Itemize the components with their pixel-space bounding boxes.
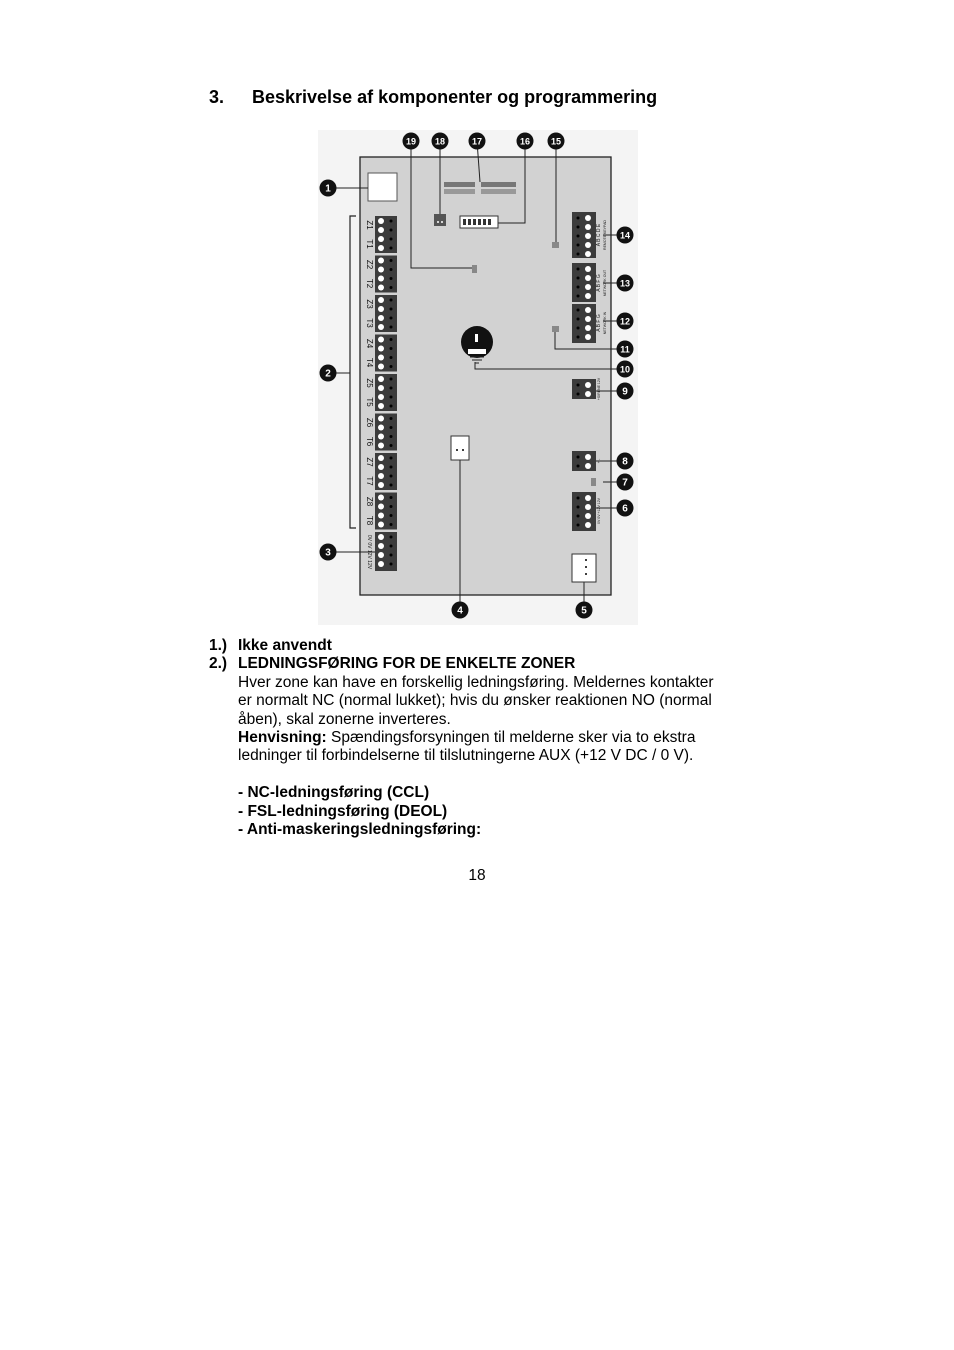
zone-label: Z1 — [365, 220, 374, 230]
callout-18 — [432, 133, 449, 150]
block13-letters: A B F G — [596, 274, 602, 292]
callout-16 — [517, 133, 534, 150]
note-text: Spændingsforsyningen til melderne sker via to ekstra — [326, 729, 696, 747]
block14-letters: A B C D E — [596, 223, 602, 247]
zone-label: T4 — [365, 357, 374, 368]
callout-1 — [320, 180, 337, 197]
callout-7 — [617, 474, 634, 491]
callout-number: 13 — [619, 278, 631, 289]
list-item-2 — [209, 655, 749, 673]
block14-caption: REMOTE KEYPAD — [603, 220, 607, 250]
callout-number: 15 — [550, 136, 562, 147]
section-title: Beskrivelse af komponenter og programmering — [252, 87, 658, 107]
component-15-led — [552, 242, 559, 248]
callout-number: 9 — [622, 386, 628, 398]
paragraph-line: er normalt NC (normal lukket); hvis du ønsker reaktionen NO (normal — [238, 692, 712, 710]
circuit-board-diagram — [318, 130, 638, 625]
callout-17 — [469, 133, 486, 150]
callout-8 — [617, 453, 634, 470]
callout-number: 16 — [519, 136, 531, 147]
callout-number: 8 — [622, 456, 628, 468]
component-1-box — [368, 173, 397, 201]
zone-label: T2 — [365, 278, 374, 289]
zone-label: Z8 — [365, 496, 374, 507]
component-11-led — [552, 326, 559, 332]
callout-19 — [403, 133, 420, 150]
zone-label: Z6 — [365, 417, 374, 428]
zone-label: Z4 — [365, 338, 374, 349]
aux-label: 0V 0V 12V 12V — [366, 534, 372, 570]
block12-letters: A B F G — [596, 314, 602, 332]
callout-number: 4 — [457, 605, 463, 617]
zone-label: Z2 — [365, 259, 374, 270]
callout-number: 1 — [325, 183, 331, 195]
section-number: 3. — [209, 87, 225, 107]
note-line — [238, 729, 749, 747]
callout-number: 6 — [622, 503, 628, 515]
callout-number: 14 — [619, 230, 631, 241]
zone-label: Z7 — [365, 457, 374, 467]
callout-14 — [617, 227, 634, 244]
bullet-item: - FSL-ledningsføring (DEOL) — [238, 802, 448, 820]
callout-number: 7 — [622, 477, 628, 489]
callout-10 — [617, 361, 634, 378]
terminal-block-9 — [572, 377, 601, 400]
callout-number: 5 — [581, 605, 587, 617]
callout-3 — [320, 544, 337, 561]
aux-terminal-block — [366, 532, 397, 571]
callout-13 — [617, 275, 634, 292]
zone-label: T1 — [365, 239, 374, 249]
callout-number: 19 — [405, 136, 417, 147]
callout-6 — [617, 500, 634, 517]
block6-caption: 0V 0V +12V 12V — [597, 498, 601, 524]
callout-number: 3 — [325, 547, 331, 559]
paragraph-line: Hver zone kan have en forskellig ledningsføring. Meldernes kontakter — [238, 673, 714, 691]
component-18-jumper — [434, 214, 446, 226]
callout-2 — [320, 365, 337, 382]
callout-number: 10 — [619, 364, 631, 375]
zone-label: T3 — [365, 318, 374, 328]
note-label: Henvisning: — [238, 729, 327, 747]
page-number: 18 — [468, 867, 486, 884]
callout-4 — [452, 602, 469, 619]
component-7-led — [591, 478, 596, 486]
callout-11 — [617, 341, 634, 358]
callout-5 — [576, 602, 593, 619]
list-item-1 — [209, 637, 749, 655]
block12-caption: NETWORK IN — [603, 311, 607, 335]
block8-caption: + - — [596, 458, 601, 464]
zone-label: T5 — [365, 397, 374, 407]
list-label: 2.) — [209, 655, 228, 673]
callout-number: 11 — [620, 344, 630, 355]
component-4-connector — [451, 436, 469, 460]
callout-15 — [548, 133, 565, 150]
zone-label: Z3 — [365, 299, 374, 309]
callout-number: 12 — [619, 316, 631, 327]
zone-label: T8 — [365, 515, 374, 526]
paragraph — [238, 674, 749, 840]
body-text — [209, 637, 749, 839]
zone-label: T7 — [365, 476, 374, 486]
list-title: LEDNINGSFØRING FOR DE ENKELTE ZONER — [238, 655, 576, 673]
callout-9 — [617, 383, 634, 400]
bullet-item: - Anti-maskeringsledningsføring: — [238, 821, 482, 839]
list-label: 1.) — [209, 637, 228, 654]
list-title: Ikke anvendt — [238, 637, 332, 654]
section-heading — [209, 87, 657, 108]
paragraph-line: åben), skal zonerne inverteres. — [238, 710, 451, 728]
callout-12 — [617, 313, 634, 330]
zone-label: Z5 — [365, 378, 374, 388]
callout-number: 2 — [325, 368, 331, 380]
zone-label: T6 — [365, 436, 374, 447]
note-line: ledninger til forbindelserne til tilslutningerne AUX (+12 V DC / 0 V). — [238, 747, 694, 765]
block13-caption: NETWORK OUT — [603, 269, 607, 297]
block9-caption: +SIRENE 12V — [597, 377, 601, 401]
component-5-connector — [572, 554, 596, 582]
bullet-item: - NC-ledningsføring (CCL) — [238, 784, 430, 802]
component-19-led — [472, 265, 477, 273]
callout-number: 17 — [471, 136, 483, 147]
callout-number: 18 — [434, 136, 446, 147]
